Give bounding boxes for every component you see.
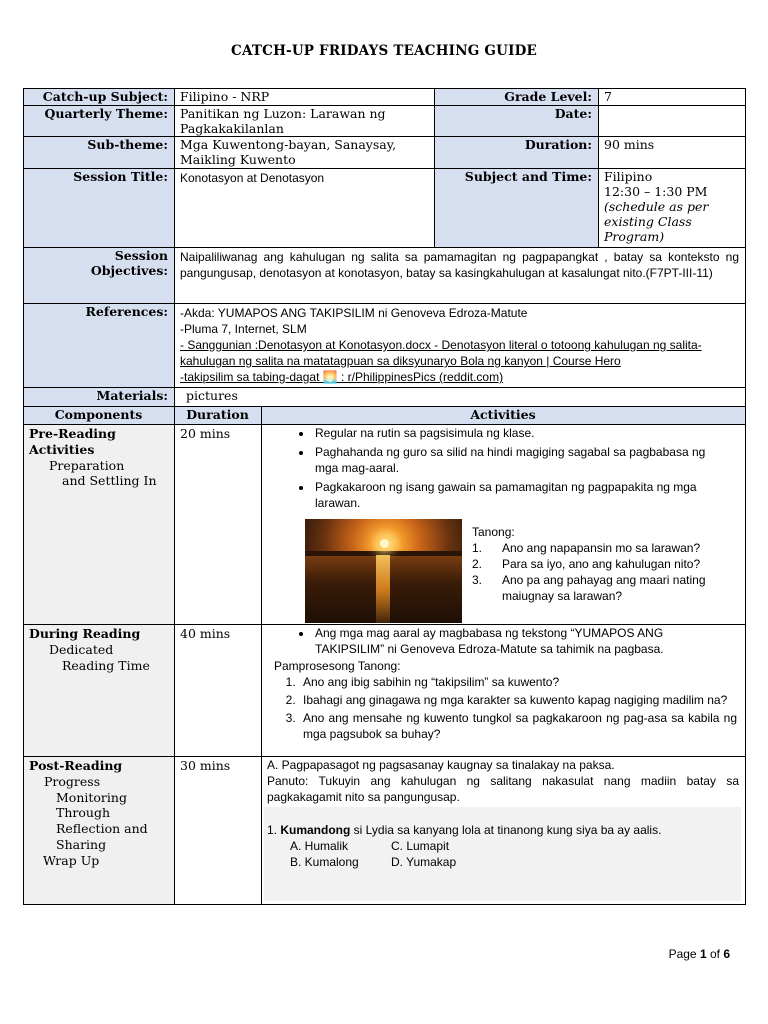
during-question: 3. Ano ang mensahe ng kuwento tungkol sa pagkakaroon ng pag-asa sa kabila ng mga pagsubok sa buhay? (299, 710, 737, 742)
pre-reading-sub2: and Settling In (62, 473, 157, 489)
post-reading-duration: 30 mins (180, 758, 231, 773)
subtheme-label: Sub-theme: (23, 136, 174, 168)
pre-question-number: 1. (472, 541, 483, 555)
catchup-subject-value: Filipino - NRP (180, 89, 270, 104)
footer-of-word: of (706, 947, 724, 961)
pre-reading-title: Pre-Reading Activities (29, 426, 116, 457)
pre-reading-questions (472, 524, 742, 604)
grade-level-value: 7 (604, 89, 612, 104)
col-components-header: Components (23, 406, 174, 424)
during-reading-bullet: • Ang mga mag aaral ay magbabasa ng tekstong “YUMAPOS ANG TAKIPSILIM” ni Genoveva Edroza-Matute sa tahimik na pagbasa. (313, 625, 745, 657)
reference-4-link[interactable]: -takipsilim sa tabing-dagat 🌅 : r/PhilippinesPics (reddit.com) (180, 370, 504, 384)
session-title-label: Session Title: (23, 168, 174, 247)
pre-reading-duration: 20 mins (180, 426, 231, 441)
quarterly-theme-label: Quarterly Theme: (23, 105, 174, 136)
post-reading-sub3: Through (56, 805, 110, 821)
objectives-label-line2: Objectives: (90, 263, 168, 278)
objectives-value: Naipaliliwanag ang kahulugan ng salita sa pamamagitan ng pagpapangkat , batay sa konteksto ng pangungusap, denotasyon at konotasyon, batay sa kasingkahulugan at kasalungat nito.(F7PT-III-11) (180, 250, 739, 280)
references-label: References: (23, 303, 174, 387)
reference-1: -Akda: YUMAPOS ANG TAKIPSILIM ni Genoveva Edroza-Matute (180, 306, 528, 320)
during-question-head: Pamprosesong Tanong: (274, 659, 401, 673)
exercise-item-1-rest: si Lydia sa kanyang lola at tinanong kung siya ba ay aalis. (350, 823, 662, 837)
exercise-item-1-number: 1. (267, 823, 281, 837)
during-question-list (261, 674, 745, 742)
pre-reading-component (23, 424, 174, 624)
subject-time-label: Subject and Time: (434, 168, 598, 247)
post-panuto: Panuto: Tukuyin ang kahulugan ng salitang nakasulat nang madiin batay sa pagkakagamit nito sa pangungusap. (267, 774, 739, 804)
post-reading-component (23, 756, 174, 904)
exercise-item-1-word: Kumandong (280, 823, 351, 837)
date-value (598, 105, 745, 136)
pre-question-number: 3. (472, 573, 483, 587)
exercise-item-1-choices-row2 (267, 854, 737, 870)
subject-time-line2: 12:30 – 1:30 PM (604, 184, 708, 199)
post-reading-sub4: Reflection and (56, 821, 148, 837)
pre-reading-bullet: • Pagkakaroon ng isang gawain sa pamamagitan ng pagpapakita ng mga larawan. (313, 479, 745, 511)
choice-c: C. Lumapit (391, 839, 450, 853)
col-activities-header: Activities (261, 406, 745, 424)
pre-reading-bullet-list (261, 425, 745, 511)
sunset-photo-reflection (376, 555, 390, 623)
exercise-item-1-stem (267, 822, 737, 838)
quarterly-theme-value: Panitikan ng Luzon: Larawan ng Pagkakakilanlan (180, 106, 386, 136)
during-reading-title: During Reading (29, 626, 141, 641)
pre-question-head: Tanong: (472, 525, 515, 539)
objectives-label-line1: Session (114, 248, 168, 263)
objectives-label (23, 247, 174, 303)
pre-reading-bullet: • Regular na rutin sa pagsisimula ng klase. (313, 425, 745, 441)
post-reading-sub1: Progress (44, 773, 101, 789)
materials-label: Materials: (23, 387, 174, 406)
during-reading-activities (261, 624, 745, 756)
materials-value: pictures (186, 388, 238, 403)
choice-b: B. Kumalong (290, 855, 359, 869)
duration-value: 90 mins (604, 137, 655, 152)
exercise-item-1 (267, 822, 737, 870)
during-question: 2. Ibahagi ang ginagawa ng mga karakter sa kuwento kapag nagiging madilim na? (299, 692, 737, 708)
subtheme-value: Mga Kuwentong-bayan, Sanaysay, Maikling Kuwento (180, 137, 397, 167)
grade-level-label: Grade Level: (434, 88, 598, 105)
pre-question-text: Ano ang napapansin mo sa larawan? (502, 541, 701, 555)
pre-question-number: 2. (472, 557, 483, 571)
during-question: 1. Ano ang ibig sabihin ng “takipsilim” sa kuwento? (299, 674, 737, 690)
choice-d: D. Yumakap (391, 855, 457, 869)
pre-reading-sub1: Preparation (49, 457, 125, 473)
during-reading-component (23, 624, 174, 756)
subject-time-line1: Filipino (604, 169, 653, 184)
date-label: Date: (434, 105, 598, 136)
pre-question-item (472, 572, 742, 604)
document-title: CATCH-UP FRIDAYS TEACHING GUIDE (231, 43, 537, 59)
references-value (174, 303, 745, 387)
post-reading-sub6: Wrap Up (43, 852, 100, 868)
reference-2: -Pluma 7, Internet, SLM (180, 322, 307, 336)
during-reading-sub2: Reading Time (62, 657, 150, 673)
session-title-value: Konotasyon at Denotasyon (180, 171, 325, 185)
choice-a: A. Humalik (290, 839, 349, 853)
post-reading-title: Post-Reading (29, 758, 123, 773)
during-reading-bullet-list (261, 625, 745, 657)
post-reading-sub5: Sharing (56, 836, 107, 852)
duration-label: Duration: (434, 136, 598, 168)
footer-page-word: Page (668, 947, 700, 961)
catchup-subject-label: Catch-up Subject: (23, 88, 174, 105)
col-duration-header: Duration (174, 406, 261, 424)
during-reading-sub1: Dedicated (49, 641, 114, 657)
page-footer (560, 946, 730, 962)
pre-question-text: Para sa iyo, ano ang kahulugan nito? (502, 557, 701, 571)
pre-question-text: Ano pa ang pahayag ang maari nating maiugnay sa larawan? (502, 573, 706, 603)
subject-time-value (598, 168, 745, 247)
post-activity-a: A. Pagpapasagot ng pagsasanay kaugnay sa tinalakay na paksa. (267, 758, 615, 772)
reference-3-link[interactable]: - Sanggunian :Denotasyon at Konotasyon.docx - Denotasyon literal o totoong kahulugan ng salita-kahulugan ng salita na matatagpuan sa diksyunaryo Bola ng kanyon | Course Hero (180, 338, 702, 368)
footer-page-total: 6 (723, 947, 730, 961)
sunset-photo (305, 519, 462, 623)
post-reading-sub2: Monitoring (56, 789, 127, 805)
pre-reading-bullet: • Paghahanda ng guro sa silid na hindi magiging sagabal sa pagbabasa ng mga mag-aaral. (313, 444, 745, 476)
subject-time-note: (schedule as per existing Class Program) (604, 199, 709, 244)
sunset-photo-sun (380, 539, 389, 548)
footer-page-number: 1 (699, 947, 707, 961)
during-reading-duration: 40 mins (180, 626, 231, 641)
pre-question-item (472, 540, 742, 556)
pre-question-item (472, 556, 742, 572)
exercise-item-1-choices-row1 (267, 838, 737, 854)
